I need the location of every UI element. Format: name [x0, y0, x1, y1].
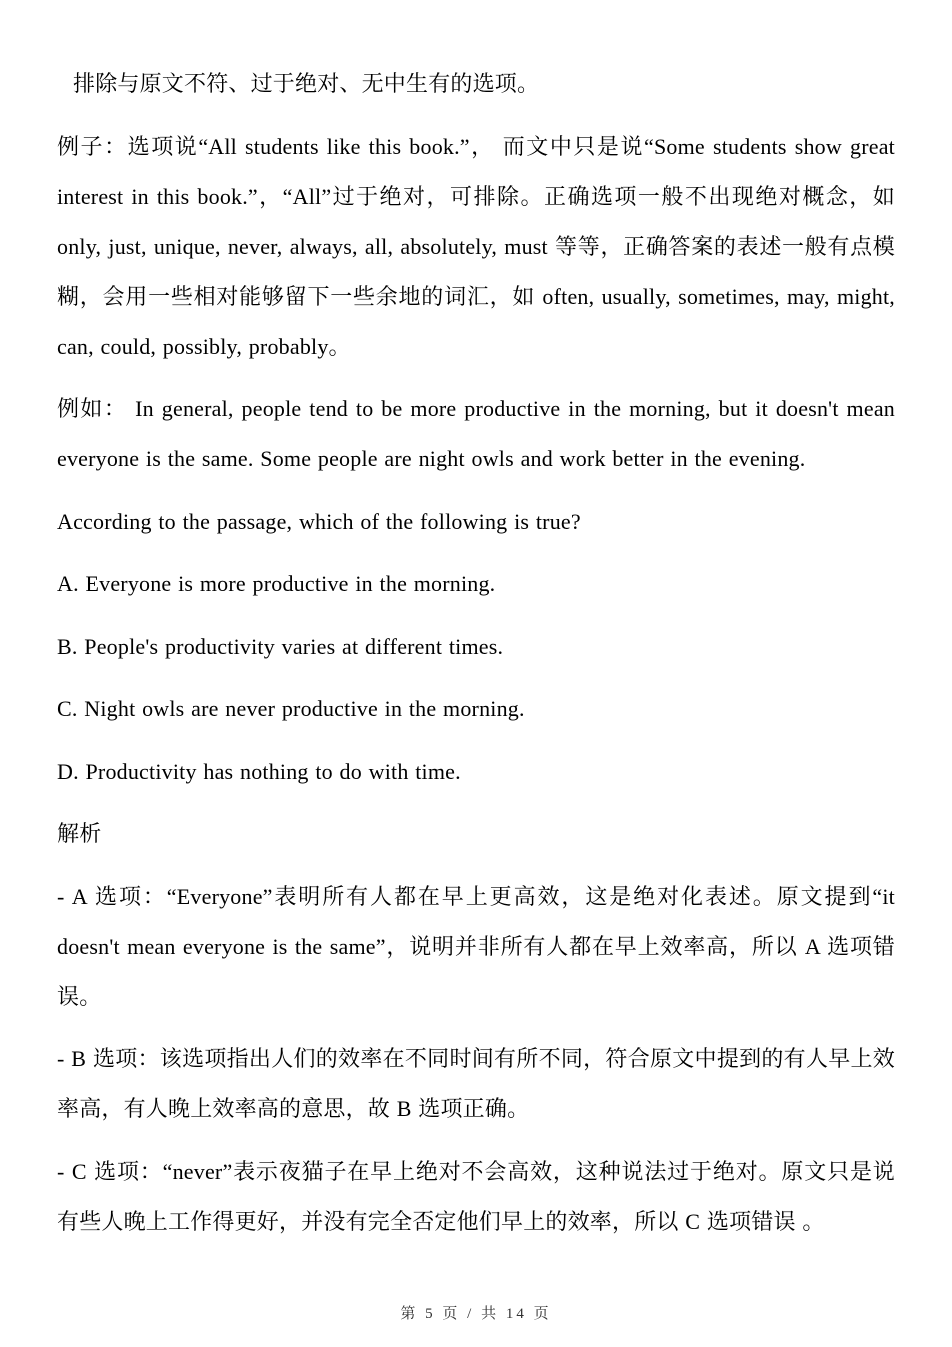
option-d: D. Productivity has nothing to do with time. [57, 758, 461, 784]
analysis-option-b: - B 选项：该选项指出人们的效率在不同时间有所不同，符合原文中提到的有人早上效率高，有人晚上效率高的意思，故 B 选项正确。 [57, 1046, 895, 1121]
question-stem: According to the passage, which of the following is true? [57, 508, 581, 534]
paragraph-example-absolute-words: 例子：选项说“All students like this book.”， 而文中只是说“Some students show great interest in this book.”，“All”过于绝对，可排除。正确选项一般不出现绝对概念，如 only, just, unique, never, always, all, absolutely, must 等等，正确答案的表述一般有点模糊，会用一些相对能够留下一些余地的词汇，如 often, usually, sometimes, may, might, can, could, possibly, probably。 [57, 133, 895, 359]
option-c: C. Night owls are never productive in the morning. [57, 696, 525, 721]
analysis-option-c: - C 选项：“never”表示夜猫子在早上绝对不会高效，这种说法过于绝对。原文只是说有些人晚上工作得更好，并没有完全否定他们早上的效率，所以 C 选项错误 。 [57, 1158, 895, 1234]
option-b: B. People's productivity varies at different times. [57, 633, 504, 659]
paragraph-example-passage: 例如： In general, people tend to be more productive in the morning, but it doesn't mean everyone is the same. Some people are night owls and work better in the evening. [57, 396, 895, 471]
page-footer: 第 5 页 / 共 14 页 [400, 1305, 552, 1322]
analysis-heading: 解析 [57, 821, 102, 846]
analysis-option-a: - A 选项：“Everyone”表明所有人都在早上更高效，这是绝对化表述。原文提到“it doesn't mean everyone is the same”，说明并非所有人都在早上效率高，所以 A 选项错误。 [57, 883, 895, 1009]
option-a: A. Everyone is more productive in the morning. [57, 571, 496, 596]
paragraph-exclude-tip: 排除与原文不符、过于绝对、无中生有的选项。 [73, 71, 540, 96]
